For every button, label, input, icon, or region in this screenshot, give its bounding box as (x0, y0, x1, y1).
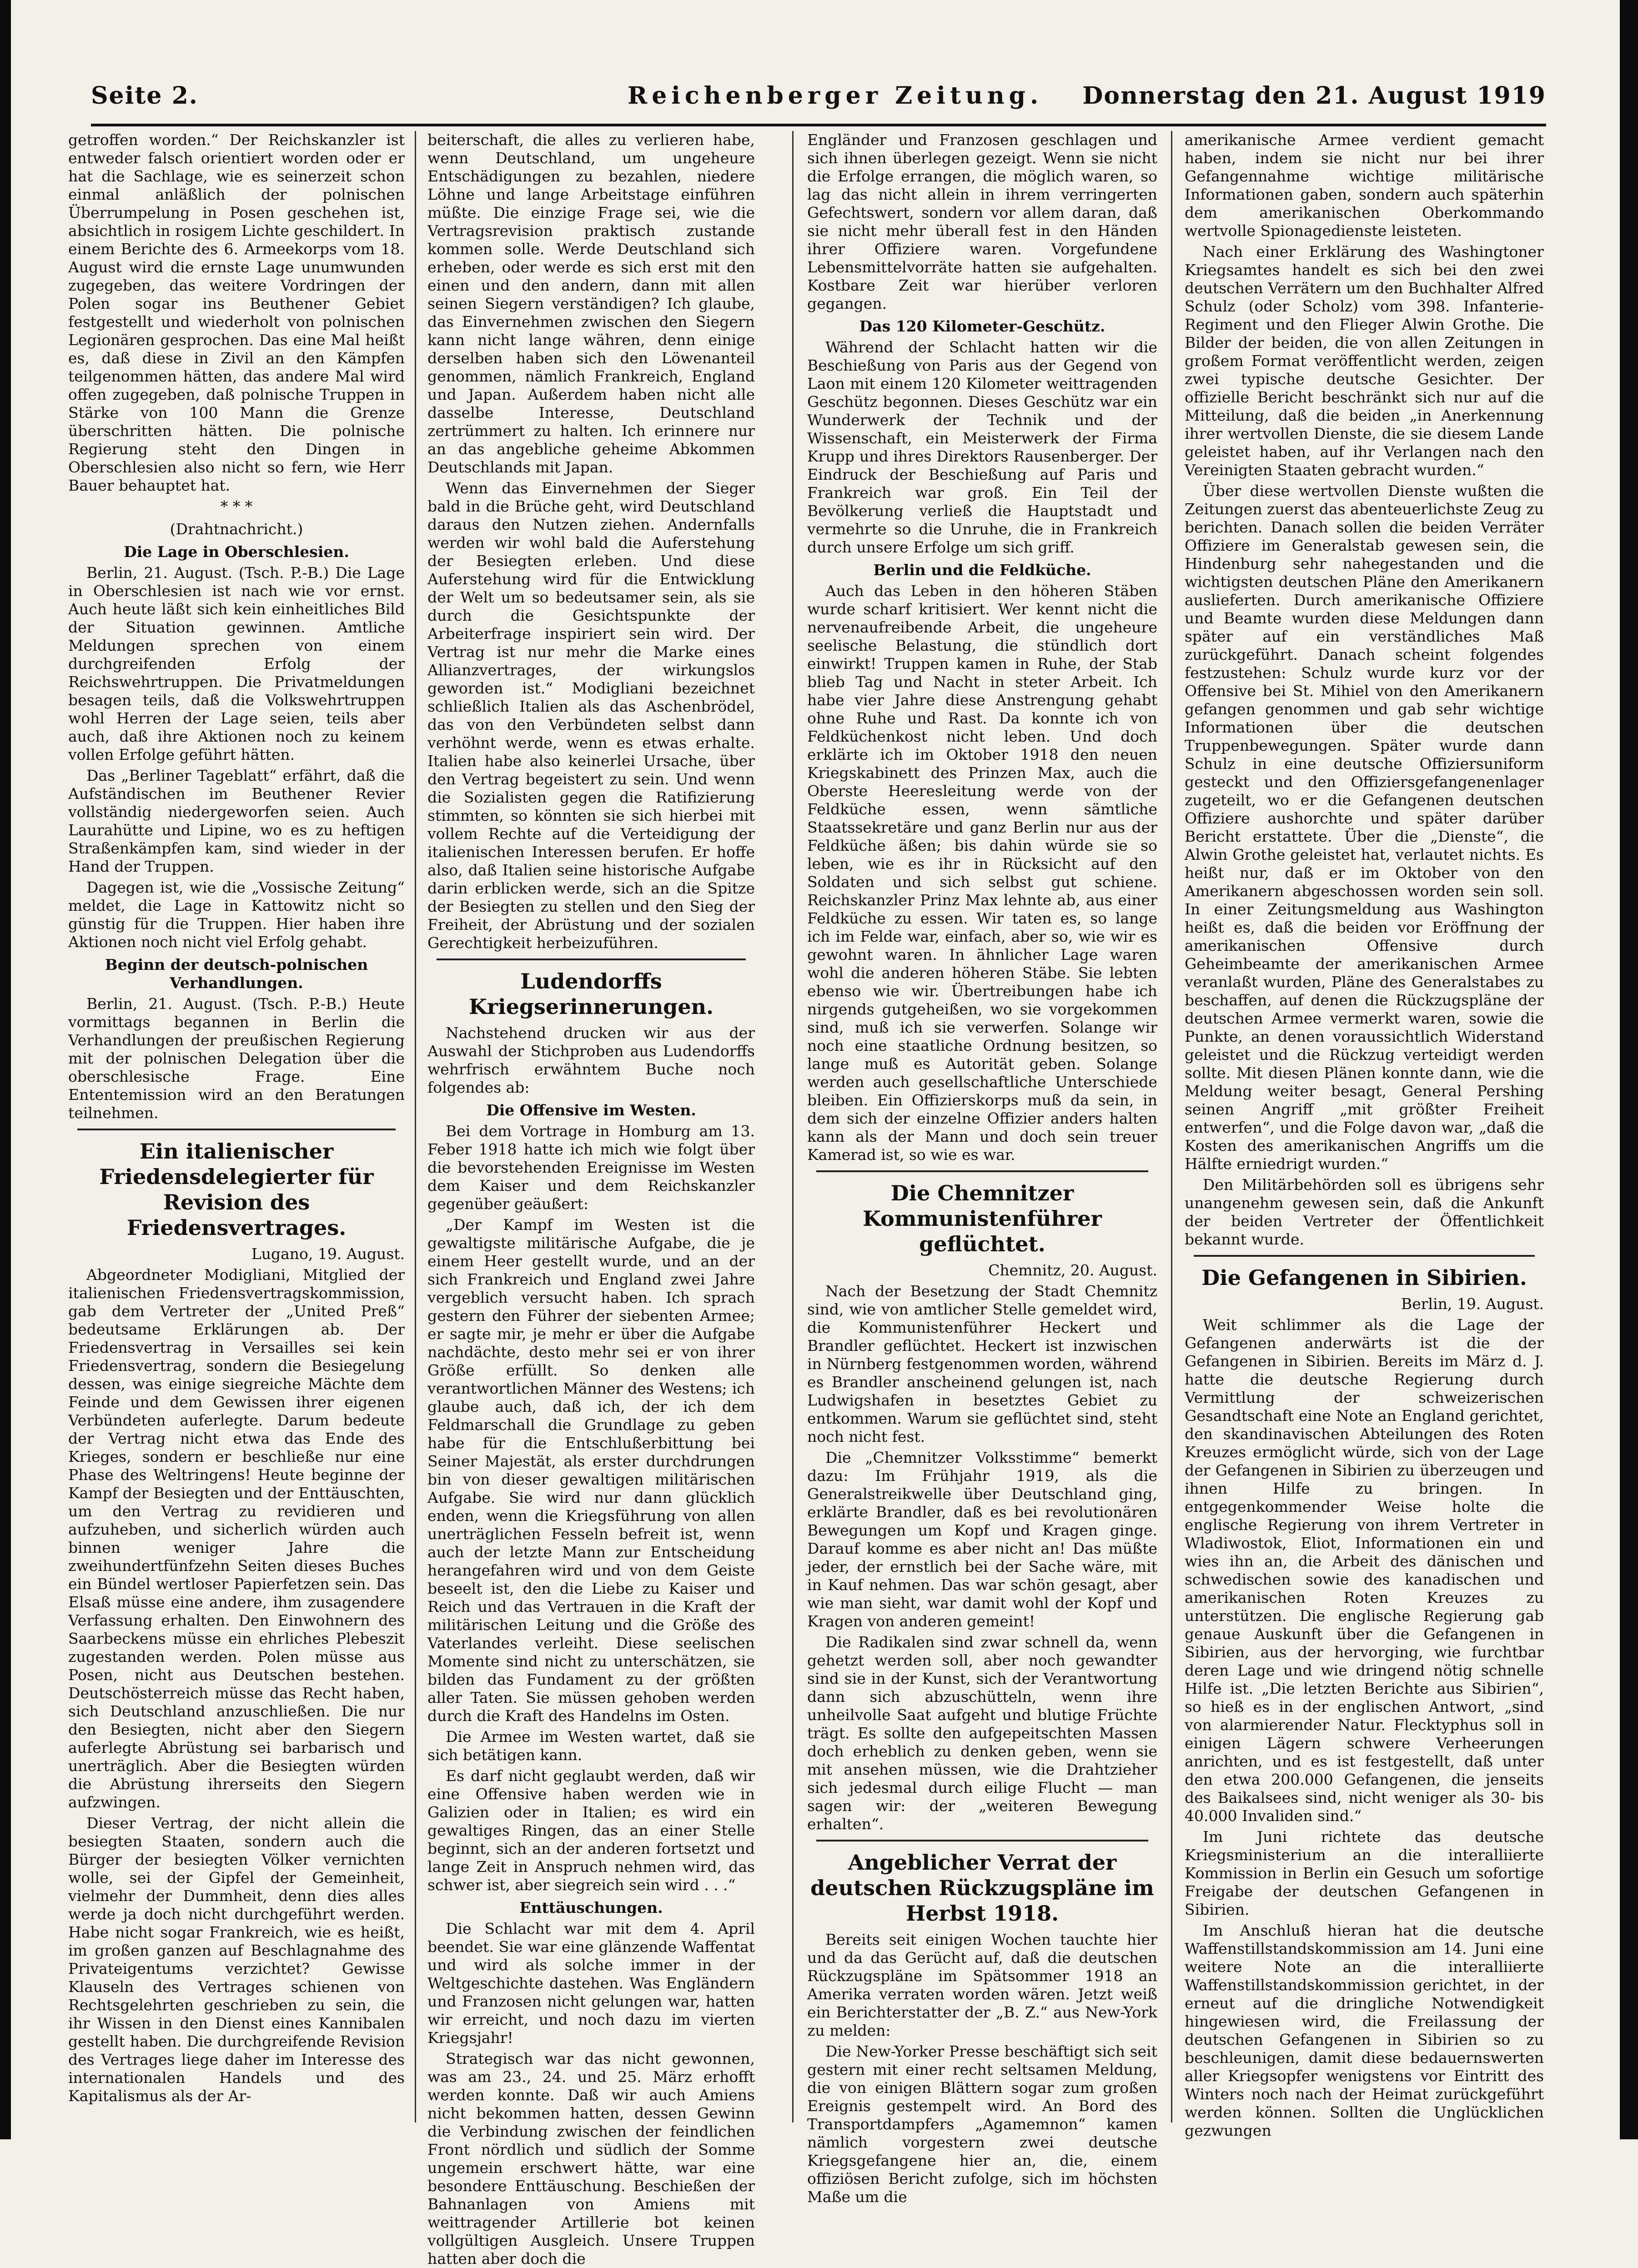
paragraph: Die Radikalen sind zwar schnell da, wenn gehetzt werden soll, aber noch gewandter sind sie in der Kunst, sich der Verantwortung dann sich abzuschütteln, wenn ihre unheilvolle Saat aufgeht und blutige Früchte trägt. Es sollte den aufgepeitschten Massen doch erheblich zu denken geben, wenn sie mit ansehen müssen, wie die Drahtzieher sich jedesmal durch eilige Flucht — man sagen wir: der „weiteren Bewegung erhalten“. (807, 1633, 1157, 1833)
scan-border-right (1620, 0, 1638, 2139)
paragraph: Berlin, 21. August. (Tsch. P.-B.) Die Lage in Oberschlesien ist nach wie vor ernst. Auch heute läßt sich kein einheitliches Bild der Situation gewinnen. Amtliche Meldungen sprechen von einem durchgreifenden Erfolg der Reichswehrtruppen. Die Privatmeldungen besagen teils, daß die Volkswehrtruppen wohl Herren der Lage seien, teils aber auch, daß ihre Aktionen noch zu keinem vollen Erfolge geführt hätten. (68, 564, 405, 763)
article-headline: Angeblicher Verrat der deutschen Rückzugspläne im Herbst 1918. (810, 1850, 1154, 1926)
paragraph: Strategisch war das nicht gewonnen, was am 23., 24. und 25. März erhofft werden konnte. Daß wir auch Amiens nicht bekommen hatten, dessen Gewinn die Verbindung zwischen der feindlichen Front nördlich und südlich der Somme ungemein erschwert hätte, war eine besondere Enttäuschung. Beschießen der Bahnanlagen von Amiens mit weittragender Artillerie bot keinen vollgültigen Ausgleich. Unsere Truppen hatten aber doch die (427, 2050, 755, 2268)
article-headline: Ludendorffs Kriegserinnerungen. (468, 969, 714, 1019)
column-3 (807, 131, 1157, 2206)
dateline: Chemnitz, 20. August. (988, 1261, 1157, 1279)
paragraph: Auch das Leben in den höheren Stäben wurde scharf kritisiert. Wer kennt nicht die nervenaufreibende Arbeit, die ungeheure seelische Belastung, die stündlich dort einwirkt! Truppen kamen in Ruhe, der Stab blieb Tag und Nacht in steter Arbeit. Ich habe vier Jahre diese Anstrengung gehabt ohne Ruhe und Rast. Da konnte ich von Feldküchenkost nicht leben. Und doch erklärte ich im Oktober 1918 den neuen Kriegskabinett des Prinzen Max, auch die Oberste Heeresleitung werde von der Feldküche essen, wenn sämtliche Staatssekretäre und ganz Berlin nur aus der Feldküche äßen; bis dahin würde sie so leben, wie es ihr in Rücksicht auf den Soldaten und sich selbst gut schiene. Reichskanzler Prinz Max lehnte ab, aus einer Feldküche zu essen. Wir taten es, so lange ich im Felde war, einfach, aber so, wie wir es gewohnt waren. In ähnlicher Lage waren wohl die anderen höheren Stäbe. Sie lebten ebenso wie wir. Übertreibungen habe ich nirgends gutgeheißen, wo sie vorgekommen sind, muß ich sie verwerfen. Solange wir noch eine staatliche Ordnung besitzen, so lange muß es Autorität geben. Solange werden auch gesellschaftliche Unterschiede bleiben. Ein Offizierskorps muß da sein, in dem sich der einzelne Offizier anders halten kann als der Mann und doch sein treuer Kamerad ist, so wie es war. (807, 582, 1157, 1164)
column-4 (1185, 131, 1544, 2139)
subheading: Das 120 Kilometer-Geschütz. (859, 317, 1105, 335)
column-1 (68, 131, 405, 2122)
newspaper-title: Reichenberger Zeitung. (628, 82, 1043, 110)
paragraph: Die New-Yorker Presse beschäftigt sich seit gestern mit einer recht seltsamen Meldung, die von einigen Blättern sogar zum großen Ereignis gestempelt wird. An Bord des Transportdampfers „Agamemnon“ kamen nämlich vorgestern zwei deutsche Kriegsgefangene hier an, die, einem offiziösen Bericht zufolge, sich im höchsten Maße um die (807, 2042, 1157, 2206)
paragraph: Dagegen ist, wie die „Vossische Zeitung“ meldet, die Lage in Kattowitz nicht so günstig für die Truppen. Hier haben ihre Aktionen noch nicht viel Erfolg gehabt. (68, 878, 405, 951)
subheading: Enttäuschungen. (519, 1899, 663, 1917)
column-2 (427, 131, 755, 2268)
paragraph: „Der Kampf im Westen ist die gewaltigste militärische Aufgabe, die je einem Heer gestellt wurde, und an der sich Frankreich und England zwei Jahre vergeblich versucht haben. Ich sprach gestern den Führer der siebenten Armee; er sagte mir, je mehr er über die Aufgabe nachdächte, desto mehr sei er von ihrer Größe erfüllt. So denken alle verantwortlichen Männer des Westens; ich glaube auch, daß ich, der ich dem Feldmarschall die Grundlage zu geben habe für die Entschlußerbittung bei Seiner Majestät, als erster durchdrungen bin von dieser gewaltigen militärischen Aufgabe. Sie wird nur dann glücklich enden, wenn die Kriegsführung von allen unerträglichen Fesseln befreit ist, wenn auch der letzte Mann zur Entscheidung herangefahren wird und von dem Geiste beseelt ist, den die Liebe zu Kaiser und Reich und das Vertrauen in die Kraft der militärischen Leitung und die Größe des Vaterlandes verleiht. Diese seelischen Momente sind nicht zu unterschätzen, sie bilden das Fundament zu der größten aller Taten. Sie müssen gehoben werden durch die Kraft des Handelns im Osten. (427, 1216, 755, 1725)
section-stars: * * * (220, 497, 253, 515)
subheading: Berlin und die Feldküche. (873, 561, 1091, 579)
paragraph: getroffen worden.“ Der Reichskanzler ist entweder falsch orientiert worden oder er hat die Sachlage, wie es seinerzeit schon einmal anläßlich der polnischen Überrumpelung in Posen geschehen ist, absichtlich in rosigem Lichte geschildert. In einem Berichte des 6. Armeekorps vom 18. August wird die ernste Lage unumwunden zugegeben, das weitere Vordringen der Polen sogar ins Beuthener Gebiet festgestellt und wiederholt von polnischen Legionären gesprochen. Das eine Mal heißt es, daß diese in Zivil an den Kämpfen teilgenommen hätten, das andere Mal wird offen zugegeben, daß polnische Truppen in Stärke von 100 Mann die Grenze überschritten hätten. Die polnische Regierung steht den Dingen in Oberschlesien also nicht so fern, wie Herr Bauer behauptet hat. (68, 131, 405, 494)
paragraph: Nachstehend drucken wir aus der Auswahl der Stichproben aus Ludendorffs wehrfrisch erwähntem Buche noch folgendes ab: (427, 1024, 755, 1096)
paragraph: Weit schlimmer als die Lage der Gefangenen anderwärts ist die der Gefangenen in Sibirien. Bereits im März d. J. hatte die deutsche Regierung durch Vermittlung der schweizerischen Gesandtschaft eine Note an England gerichtet, den skandinavischen Abteilungen des Roten Kreuzes ermöglicht würde, sich von der Lage der Gefangenen in Sibirien zu überzeugen und ihnen Hilfe zu bringen. In entgegenkommender Weise holte die englische Regierung von ihrem Vertreter in Wladiwostok, Eliot, Informationen ein und wies ihn an, die Arbeit des dänischen und schwedischen sowie des kanadischen und amerikanischen Roten Kreuzes zu unterstützen. Die englische Regierung gab genaue Auskunft über die Gefangenen in Sibirien, aus der hervorging, wie furchtbar deren Lage und wie dringend nötig schnelle Hilfe ist. „Die letzten Berichte aus Sibirien“, so hieß es in der englischen Antwort, „sind von alarmierender Natur. Flecktyphus soll in einigen Lägern schwere Verheerungen anrichten, und es ist festgestellt, daß unter den etwa 200.000 Gefangenen, die jenseits des Baikalsees sind, nicht weniger als 30- bis 40.000 Invaliden sind.“ (1185, 1316, 1544, 1825)
article-rule (437, 958, 746, 960)
article-rule (816, 1840, 1148, 1841)
article-rule (77, 1129, 396, 1130)
article-headline: Ein italienischer Friedensdelegierter für Revision des Friedensvertrages. (99, 1139, 374, 1240)
paragraph: Den Militärbehörden soll es übrigens sehr unangenehm gewesen sein, daß die Ankunft der beiden Vertreter der Öffentlichkeit bekannt wurde. (1185, 1176, 1544, 1248)
scan-border-left (0, 0, 11, 2139)
paragraph: Die Schlacht war mit dem 4. April beendet. Sie war eine glänzende Waffentat und wird als solche immer in der Weltgeschichte dastehen. Was Engländern und Franzosen nicht gelungen war, hatten wir erreicht, und noch dazu im vierten Kriegsjahr! (427, 1920, 755, 2047)
header-rule (91, 124, 1546, 126)
dateline-note: (Drahtnachricht.) (170, 520, 303, 538)
article-rule (816, 1170, 1148, 1172)
paragraph: beiterschaft, die alles zu verlieren habe, wenn Deutschland, um ungeheure Entschädigungen zu bezahlen, niedere Löhne und lange Arbeitstage einführen müßte. Die einzige Frage sei, wie die Vertragsrevision praktisch zustande kommen solle. Werde Deutschland sich erheben, oder werde es sich erst mit den einen und den andern, dann mit allen seinen Siegern verständigen? Ich glaube, das Einvernehmen zwischen den Siegern kann nicht lange währen, denn einige derselben haben sich den Löwenanteil genommen, nämlich Frankreich, England und Japan. Außerdem haben nicht alle dasselbe Interesse, Deutschland zertrümmert zu halten. Ich erinnere nur an das angebliche geheime Abkommen Deutschlands mit Japan. (427, 131, 755, 476)
paragraph: Bei dem Vortrage in Homburg am 13. Feber 1918 hatte ich mich wie folgt über die bevorstehenden Ereignisse im Westen dem Kaiser und dem Reichskanzler gegenüber geäußert: (427, 1122, 755, 1213)
paragraph: Wenn das Einvernehmen der Sieger bald in die Brüche geht, wird Deutschland daraus den Nutzen ziehen. Andernfalls werden wir wohl bald die Auferstehung der Besiegten erleben. Und diese Auferstehung wird für die Entwicklung der Welt um so bedeutsamer sein, als sie durch die Gesichtspunkte der Arbeiterfrage inspiriert sein wird. Der Vertrag ist nur mehr die Marke eines Allianzvertrages, der wirkungslos geworden ist.“ Modigliani bezeichnet schließlich Italien als das Aschenbrödel, das von den Verbündeten selbst dann verhöhnt werde, wenn es etwas erhalte. Italien habe also keinerlei Ursache, über den Vertrag begeistert zu sein. Und wenn die Sozialisten gegen die Ratifizierung stimmten, so könnten sie sich hierbei mit vollem Rechte auf die Verteidigung der italienischen Interessen berufen. Er hoffe also, daß Italien seine historische Aufgabe darin erblicken werde, sich an die Spitze der Besiegten zu stellen und den Sieg der Freiheit, der Abrüstung und der sozialen Gerechtigkeit herbeizuführen. (427, 479, 755, 952)
column-divider (415, 131, 416, 2122)
paragraph: Im Juni richtete das deutsche Kriegsministerium an die interalliierte Kommission in Berlin ein Gesuch um sofortige Freigabe der deutschen Gefangenen in Sibirien. (1185, 1828, 1544, 1918)
paragraph: amerikanische Armee verdient gemacht haben, indem sie nicht nur bei ihrer Gefangennahme wichtige militärische Informationen gaben, sondern auch späterhin dem amerikanischen Oberkommando wertvolle Spionagedienste leisteten. (1185, 131, 1544, 240)
article-headline: Die Gefangenen in Sibirien. (1201, 1265, 1527, 1290)
paragraph: Die Armee im Westen wartet, daß sie sich betätigen kann. (427, 1728, 755, 1764)
paragraph: Nach der Besetzung der Stadt Chemnitz sind, wie von amtlicher Stelle gemeldet wird, die Kommunistenführer Heckert und Brandler geflüchtet. Heckert ist inzwischen in Nürnberg festgenommen worden, während es Brandler anscheinend gelungen ist, nach Ludwigshafen in besetztes Gebiet zu entkommen. Warum sie geflüchtet sind, steht noch nicht fest. (807, 1282, 1157, 1445)
dateline: Lugano, 19. August. (251, 1245, 405, 1263)
column-divider (1171, 131, 1172, 2122)
paragraph: Während der Schlacht hatten wir die Beschießung von Paris aus der Gegend von Laon mit einem 120 Kilometer weittragenden Geschütz begonnen. Dieses Geschütz war ein Wunderwerk der Technik und der Wissenschaft, ein Meisterwerk der Firma Krupp und ihres Direktors Rausenberger. Der Eindruck der Beschießung auf Paris und Frankreich war groß. Ein Teil der Bevölkerung verließ die Hauptstadt und vermehrte so die Unruhe, die in Frankreich durch unsere Erfolge um sich griff. (807, 338, 1157, 556)
article-headline: Die Chemnitzer Kommunistenführer geflüchtet. (863, 1181, 1102, 1256)
page-header (91, 82, 1546, 123)
paragraph: Im Anschluß hieran hat die deutsche Waffenstillstandskommission am 14. Juni eine weitere Note an die interalliierte Waffenstillstandskommission gerichtet, in der erneut auf die dringliche Notwendigkeit hingewiesen wird, die Freilassung der deutschen Gefangenen in Sibirien so zu beschleunigen, damit diese bedauernswerten aller Kriegsopfer wenigstens vor Eintritt des Winters noch nach der Heimat zurückgeführt werden können. Sollten die Unglücklichen gezwungen (1185, 1922, 1544, 2139)
paragraph: Über diese wertvollen Dienste wußten die Zeitungen zuerst das abenteuerlichste Zeug zu berichten. Danach sollen die beiden Verräter Offiziere im Generalstab gewesen sein, die Hindenburg sehr nahegestanden und die wichtigsten deutschen Pläne den Amerikanern auslieferten. Durch amerikanische Offiziere und Beamte wurden diese Meldungen dann später auf ein verständliches Maß zurückgeführt. Danach scheint folgendes festzustehen: Schulz wurde kurz vor der Offensive bei St. Mihiel von den Amerikanern gefangen genommen und gab sehr wichtige Informationen über die deutschen Truppenbewegungen. Später wurde dann Schulz in eine deutsche Offiziersuniform gesteckt und den Offiziersgefangenenlager zugeteilt, wo er die Gefangenen deutschen Offiziere aushorchte und später darüber Bericht erstattete. Über die „Dienste“, die Alwin Grothe geleistet hat, verlautet nichts. Es heißt nur, daß er im Oktober von den Amerikanern abgeschossen worden sein soll. In einer Zeitungsmeldung aus Washington heißt es, daß die beiden vor Eröffnung der amerikanischen Offensive durch Geheimbeamte der amerikanischen Armee veranlaßt wurden, Pläne des Generalstabes zu beschaffen, auf denen die Rückzugspläne der deutschen Armee vermerkt waren, sowie die Punkte, an denen voraussichtlich Widerstand geleistet und die Rückzug verteidigt werden sollte. Mit diesen Plänen konnte dann, wie die Meldung weiter besagt, General Pershing seinen Angriff „mit größter Freiheit entwerfen“, und die Folge davon war, „daß die Kosten des amerikanischen Angriffs um die Hälfte erniedrigt wurden.“ (1185, 482, 1544, 1173)
paragraph: Berlin, 21. August. (Tsch. P.-B.) Heute vormittags begannen in Berlin die Verhandlungen der preußischen Regierung mit der polnischen Delegation über die oberschlesische Frage. Eine Ententemission wird an den Beratungen teilnehmen. (68, 995, 405, 1122)
subheading: Beginn der deutsch-polnischen Verhandlungen. (105, 956, 368, 992)
dateline: Berlin, 19. August. (1401, 1295, 1544, 1313)
subheading: Die Offensive im Westen. (486, 1101, 696, 1119)
paragraph: Die „Chemnitzer Volksstimme“ bemerkt dazu: Im Frühjahr 1919, als die Generalstreikwelle über Deutschland ging, erklärte Brandler, daß es bei revolutionären Bewegungen um Kopf und Kragen ginge. Darauf komme es aber nicht an! Das müßte jeder, der ernstlich bei der Sache wäre, mit in Kauf nehmen. Das war schön gesagt, aber wie man sieht, war damit wohl der Kopf und Kragen von anderen gemeint! (807, 1449, 1157, 1630)
paragraph: Dieser Vertrag, der nicht allein die besiegten Staaten, sondern auch die Bürger der besiegten Völker vernichten wolle, sei der Gipfel der Gemeinheit, vielmehr der Dummheit, denn dies alles werde ja doch nicht durchgeführt werden. Habe nicht sogar Frankreich, wie es heißt, im großen ganzen auf Beschlagnahme des Privateigentums verzichtet? Gewisse Klauseln des Vertrages schienen von Rechtsgelehrten geschrieben zu sein, die ihr Wissen in den Dienst eines Kannibalen gestellt haben. Die durchgreifende Revision des Vertrages liege daher im Interesse des internationalen Handels und des Kapitalismus als der Ar- (68, 1814, 405, 2105)
paragraph: Das „Berliner Tageblatt“ erfährt, daß die Aufständischen im Beuthener Revier vollständig niedergeworfen seien. Auch Laurahütte und Lipine, wo es zu heftigen Straßenkämpfen kam, sind wieder in der Hand der Truppen. (68, 767, 405, 875)
paragraph: Es darf nicht geglaubt werden, daß wir eine Offensive haben werden wie in Galizien oder in Italien; es wird ein gewaltiges Ringen, das an einer Stelle beginnt, sich an der anderen fortsetzt und lange Zeit in Anspruch nehmen wird, das schwer ist, aber siegreich sein wird . . .“ (427, 1767, 755, 1894)
column-divider (792, 131, 794, 2122)
paragraph: Nach einer Erklärung des Washingtoner Kriegsamtes handelt es sich bei den zwei deutschen Verrätern um den Buchhalter Alfred Schulz (oder Scholz) vom 398. Infanterie-Regiment und den Flieger Alwin Grothe. Die Bilder der beiden, die von allen Zeitungen in großem Format veröffentlicht werden, zeigen zwei typische deutsche Gesichter. Der offizielle Bericht beschränkt sich nur auf die Mitteilung, daß die beiden „in Anerkennung ihrer wertvollen Dienste, die sie diesem Lande geleistet haben, auf ihr Verlangen nach den Vereinigten Staaten gebracht wurden.“ (1185, 243, 1544, 479)
issue-date: Donnerstag den 21. August 1919 (1082, 82, 1546, 110)
paragraph: Bereits seit einigen Wochen tauchte hier und da das Gerücht auf, daß die deutschen Rückzugspläne im Spätsommer 1918 an Amerika verraten worden wären. Jetzt weiß ein Berichterstatter der „B. Z.“ aus New-York zu melden: (807, 1931, 1157, 2039)
paragraph: Abgeordneter Modigliani, Mitglied der italienischen Friedensvertragskommission, gab dem Vertreter der „United Preß“ bedeutsame Erklärungen ab. Der Friedensvertrag in Versailles sei kein Friedensvertrag, sondern die Besiegelung dessen, was einige siegreiche Mächte dem Feinde und dem Gewissen ihrer eigenen Verbündeten auferlegte. Darum bedeute der Vertrag nicht etwa das Ende des Krieges, sondern er beschließe nur eine Phase des Weltringens! Heute beginne der Kampf der Besiegten und der Enttäuschten, um den Vertrag zu revidieren und aufzuheben, und sicherlich würden auch binnen weniger Jahre die zweihundertfünfzehn Seiten dieses Buches ein Bündel wertloser Papierfetzen sein. Das Elsaß müsse eine andere, ihm zusagendere Verfassung erhalten. Den Einwohnern des Saarbeckens müsse ein ehrliches Plebeszit zugestanden werden. Polen müsse aus Posen, nicht aus Deutschen bestehen. Deutschösterreich müsse das Recht haben, sich Deutschland anzuschließen. Die nur den Besiegten, nicht aber den Siegern auferlegte Abrüstung sei barbarisch und unerträglich. Aber die Besiegten würden die Abrüstung ihrerseits den Siegern aufzwingen. (68, 1266, 405, 1811)
article-rule (1194, 1255, 1535, 1257)
page-number: Seite 2. (91, 82, 198, 110)
paragraph: Engländer und Franzosen geschlagen und sich ihnen überlegen gezeigt. Wenn sie nicht die Erfolge errangen, die möglich waren, so lag das nicht allein in ihrem verringerten Gefechtswert, sondern vor allem daran, daß sie nicht mehr überall fest in den Händen ihrer Offiziere waren. Vorgefundene Lebensmittelvorräte hatten sie aufgehalten. Kostbare Zeit war hierüber verloren gegangen. (807, 131, 1157, 312)
subheading: Die Lage in Oberschlesien. (124, 543, 349, 561)
